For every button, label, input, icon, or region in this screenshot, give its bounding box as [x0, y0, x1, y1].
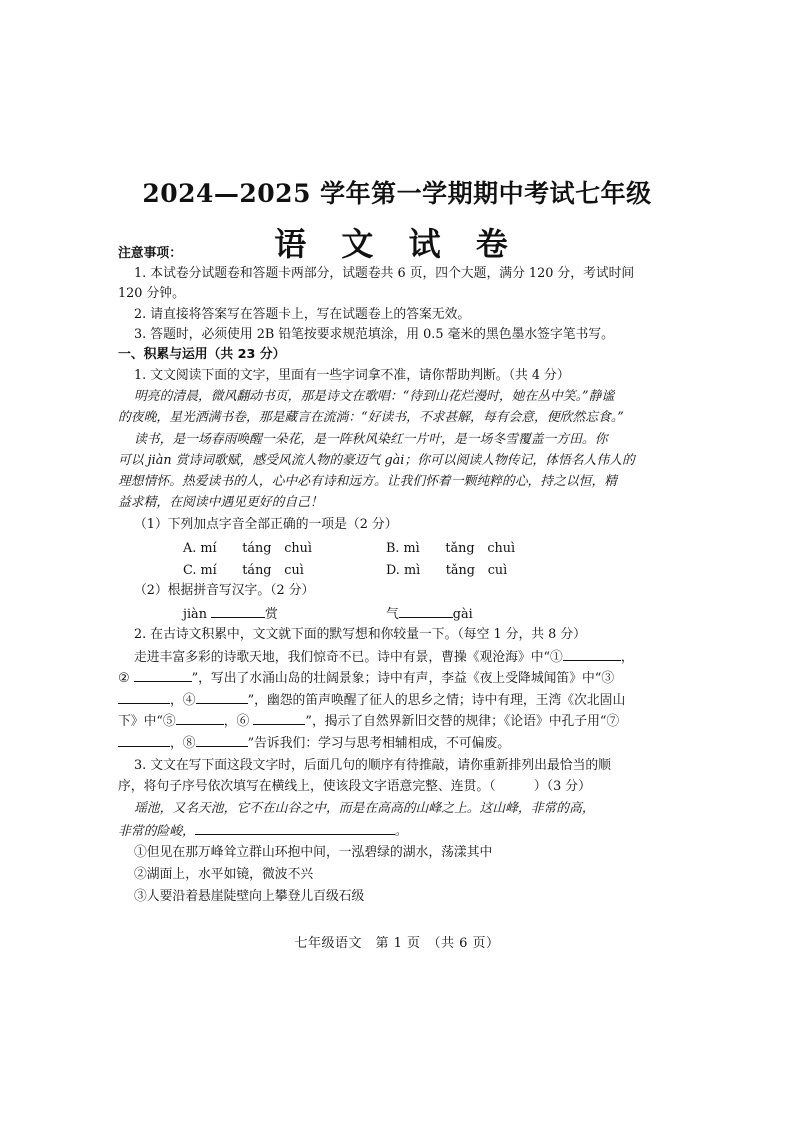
sub-question-1: （1）下列加点字音全部正确的一项是（2 分） [134, 517, 398, 532]
sub-question-2: （2）根据拼音写汉字。（2 分） [134, 583, 315, 598]
option-a: A. mí táng chuì [183, 541, 312, 556]
passage-line: 明亮的清晨，微风翻动书页，那是诗文在歌唱：“待到山花烂漫时，她在丛中笑。”静谧 [134, 389, 615, 404]
passage-line: 可以 jiàn 赏诗词歌赋，感受风流人物的豪迈气 gài；你可以阅读人物传记，体悟名人伟人的 [118, 453, 635, 468]
passage-line: 的夜晚，星光洒满书卷，那是藏言在流淌：“好读书，不求甚解，每有会意，便欣然忘食。” [118, 410, 624, 425]
poem-fill-line: 走进丰富多彩的诗歌天地，我们惊奇不已。诗中有景，曹操《观沧海》中“① ， [118, 647, 694, 668]
fill-text: ② [118, 671, 130, 686]
sentence-option-2: ②湖面上，水平如镜，微波不兴 [134, 867, 314, 882]
fill-text: ，⑧ [170, 736, 196, 751]
poem-fill-line [118, 690, 678, 711]
fill-text: ”告诉我们：学习与思考相辅相成，不可偏废。 [247, 736, 511, 751]
notice-item-3: 3. 答题时，必须使用 2B 铅笔按要求规范填涂，用 0.5 毫米的黑色墨水签字笔书写。 [134, 327, 614, 342]
fill-text: 。 [394, 824, 408, 839]
passage-line [118, 821, 678, 842]
poem-fill-line [118, 733, 678, 754]
notice-heading: 注意事项： [118, 246, 182, 261]
passage-line: 读书，是一场春雨唤醒一朵花，是一阵秋风染红一片叶，是一场冬雪覆盖一方田。你 [134, 432, 608, 447]
question-2-stem: 2. 在古诗文积累中，文文就下面的默写想和你较量一下。（每空 1 分，共 8 分） [134, 627, 586, 642]
option-b: B. mì tǎng chuì [386, 541, 516, 556]
option-c: C. mí táng cuì [183, 563, 304, 578]
answer-blank[interactable] [399, 604, 453, 618]
exam-title: 2024—2025 学年第一学期期中考试七年级 [142, 179, 652, 208]
fill-text: ，⑥ [223, 714, 250, 729]
pinyin-label: jiàn [183, 607, 207, 622]
option-d: D. mì tǎng cuì [386, 563, 508, 578]
passage-line: 益求精，在阅读中遇见更好的自己！ [118, 495, 323, 510]
fill-text: ，④ [170, 693, 196, 708]
exam-subject-title: 语 文 试 卷 [274, 225, 520, 263]
answer-blank[interactable] [118, 690, 170, 704]
question-3-stem: 3. 文文在写下面这段文字时，后面几句的顺序有待推敲，请你重新排列出最恰当的顺 [134, 758, 611, 773]
answer-blank[interactable] [134, 668, 192, 682]
answer-blank[interactable] [118, 733, 170, 747]
answer-blank[interactable] [563, 647, 621, 661]
pinyin-label: gài [452, 607, 473, 622]
fill-text: ”，写出了水涌山岛的壮阔景象；诗中有声，李益《夜上受降城闻笛》中“③ [191, 671, 615, 686]
fill-text: 走进丰富多彩的诗歌天地，我们惊奇不已。诗中有景，曹操《观沧海》中“① [134, 650, 563, 665]
passage-line: 理想情怀。热爱读书的人，心中必有诗和远方。让我们怀着一颗纯粹的心，持之以恒，精 [118, 474, 618, 489]
notice-item-1: 1. 本试卷分试题卷和答题卡两部分，试题卷共 6 页，四个大题，满分 120 分，考试时间 [134, 266, 635, 281]
notice-item-1-cont: 120 分钟。 [118, 286, 185, 301]
question-1-stem: 1. 文文阅读下面的文字，里面有一些字词拿不准，请你帮助判断。（共 4 分） [134, 368, 570, 383]
section-heading: 一、积累与运用（共 23 分） [118, 347, 286, 362]
pinyin-item-1 [183, 603, 278, 622]
fill-text: ”，揭示了自然界新旧交替的规律；《论语》中孔子用“⑦ [305, 714, 620, 729]
fill-text: ”，幽怨的笛声唤醒了征人的思乡之情；诗中有理，王湾《次北固山 [247, 693, 626, 708]
question-3-stem-cont: 序，将句子序号依次填写在横线上，使该段文字语意完整、连贯。（ ）（3 分） [118, 779, 591, 794]
passage-line: 瑶池，又名天池，它不在山谷之中，而是在高高的山峰之上。这山峰，非常的高， [134, 801, 595, 816]
answer-blank[interactable] [195, 821, 395, 835]
poem-fill-line [118, 711, 678, 732]
char-label: 气 [386, 607, 399, 622]
sentence-option-3: ③人要沿着悬崖陡壁向上攀登儿百级石级 [134, 889, 365, 904]
pinyin-item-2 [386, 603, 473, 622]
fill-text: 下》中“⑤ [118, 714, 176, 729]
notice-item-2: 2. 请直接将答案写在答题卡上，写在试题卷上的答案无效。 [134, 307, 471, 322]
answer-blank[interactable] [176, 711, 224, 725]
sentence-option-1: ①但见在那万峰耸立群山环抱中间，一泓碧绿的湖水，荡漾其中 [134, 845, 493, 860]
char-label: 赏 [265, 607, 278, 622]
answer-blank[interactable] [196, 733, 248, 747]
answer-blank[interactable] [211, 604, 265, 618]
answer-blank[interactable] [253, 711, 305, 725]
fill-text: 非常的险峻， [118, 824, 195, 839]
page-footer: 七年级语文 第 1 页 （共 6 页） [294, 936, 500, 951]
poem-fill-line [118, 668, 678, 689]
answer-blank[interactable] [196, 690, 248, 704]
